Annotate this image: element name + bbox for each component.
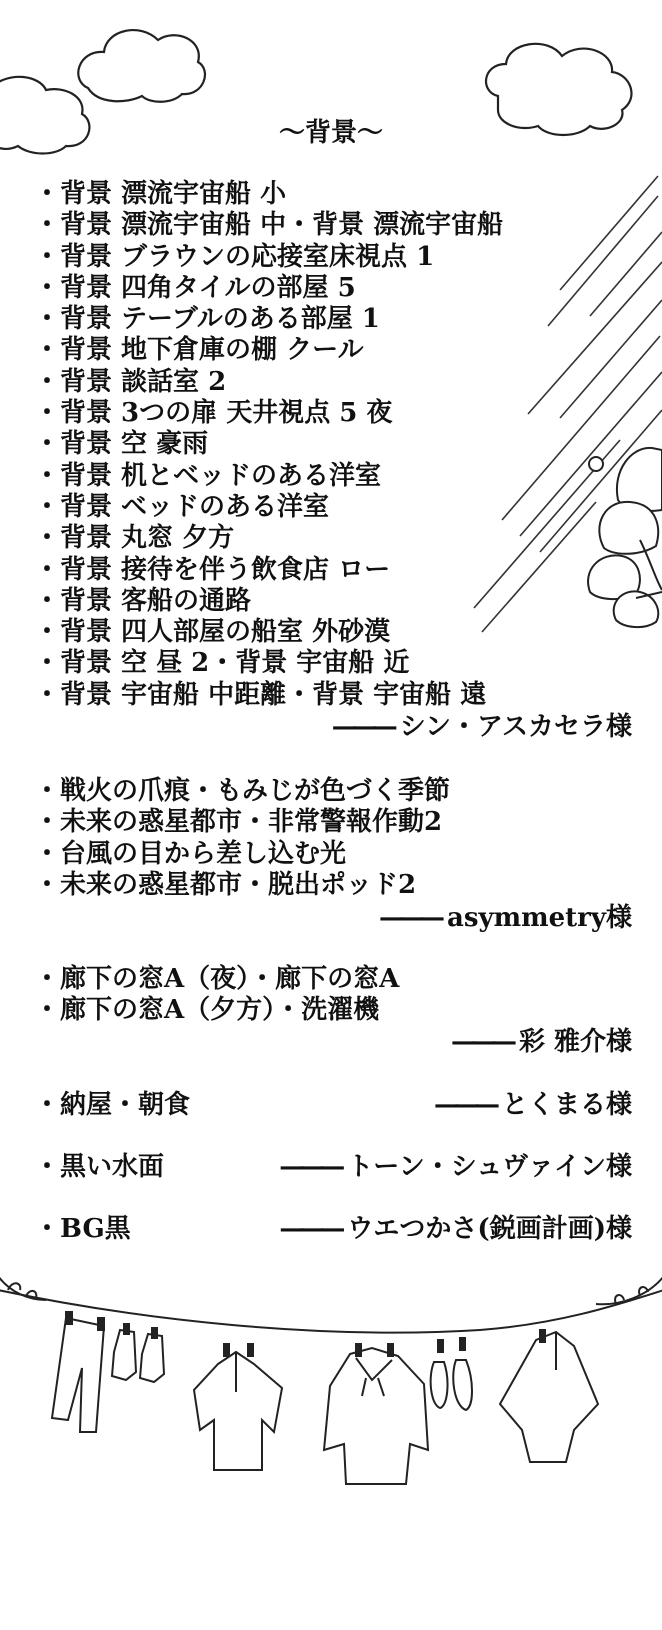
list-item: ・ 背景 3つの扉 天井視点 5 夜: [34, 398, 503, 429]
list-item: ・ 廊下の窓A（夜）・廊下の窓A: [34, 964, 399, 995]
credit-attribution: ——— asymmetry様: [379, 903, 632, 934]
poncho-icon: [500, 1332, 598, 1462]
trousers-icon: [52, 1318, 104, 1432]
list-item: ・ BG黒: [34, 1214, 131, 1244]
list-item: ・ 背景 接待を伴う飲食店 ロー: [34, 555, 503, 586]
slippers-icon: [431, 1360, 472, 1410]
list-item: ・ 背景 机とベッドのある洋室: [34, 461, 503, 492]
vine-right-icon: [596, 1276, 662, 1304]
list-item: ・ 背景 談話室 2: [34, 367, 503, 398]
list-item: ・ 背景 空 昼 2・背景 宇宙船 近: [34, 648, 503, 679]
list-item: ・ 未来の惑星都市・脱出ポッド2: [34, 870, 450, 901]
list-item: ・ 背景 空 豪雨: [34, 429, 503, 460]
shirt-icon: [194, 1352, 282, 1470]
credit-attribution: ——— ウエつかさ(鋭画計画)様: [279, 1214, 632, 1245]
credit-row: [34, 1090, 632, 1121]
mushroom-cluster-icon: [588, 448, 662, 627]
vine-left-icon: [0, 1276, 46, 1300]
list-item: ・ 背景 四角タイルの部屋 5: [34, 273, 503, 304]
list-item: ・ 納屋・朝食: [34, 1090, 190, 1120]
credits-list-group-3: [34, 964, 399, 1027]
credits-list-group-1: [34, 179, 503, 711]
credit-attribution: ——— 彩 雅介様: [451, 1027, 632, 1058]
list-item: ・ 背景 テーブルのある部屋 1: [34, 304, 503, 335]
list-item: ・ 黒い水面: [34, 1152, 164, 1182]
page-title: ～背景～: [278, 118, 383, 148]
cloud-top-left-icon: [78, 30, 205, 102]
list-item: ・ 台風の目から差し込む光: [34, 839, 450, 870]
list-item: ・ 未来の惑星都市・非常警報作動2: [34, 807, 450, 838]
credit-row: [34, 1214, 632, 1245]
list-item: ・ 背景 ベッドのある洋室: [34, 492, 503, 523]
list-item: ・ 背景 地下倉庫の棚 クール: [34, 335, 503, 366]
list-item: ・ 背景 ブラウンの応接室床視点 1: [34, 242, 503, 273]
list-item: ・ 背景 丸窓 夕方: [34, 523, 503, 554]
list-item: ・ 背景 宇宙船 中距離・背景 宇宙船 遠: [34, 680, 503, 711]
list-item: ・ 背景 漂流宇宙船 小: [34, 179, 503, 210]
clothespins-icon: [66, 1312, 545, 1356]
list-item: ・ 背景 四人部屋の船室 外砂漠: [34, 617, 503, 648]
list-item: ・ 背景 漂流宇宙船 中・背景 漂流宇宙船: [34, 210, 503, 241]
credit-attribution: ——— シン・アスカセラ様: [332, 712, 632, 743]
credits-list-group-2: [34, 776, 450, 901]
sailor-uniform-icon: [324, 1348, 428, 1484]
credit-attribution: ——— トーン・シュヴァイン様: [279, 1152, 632, 1183]
list-item: ・ 戦火の爪痕・もみじが色づく季節: [34, 776, 450, 807]
credit-attribution: ——— とくまる様: [434, 1090, 632, 1121]
list-item: ・ 背景 客船の通路: [34, 586, 503, 617]
credit-row: [34, 1152, 632, 1183]
list-item: ・ 廊下の窓A（夕方）・洗濯機: [34, 995, 399, 1026]
